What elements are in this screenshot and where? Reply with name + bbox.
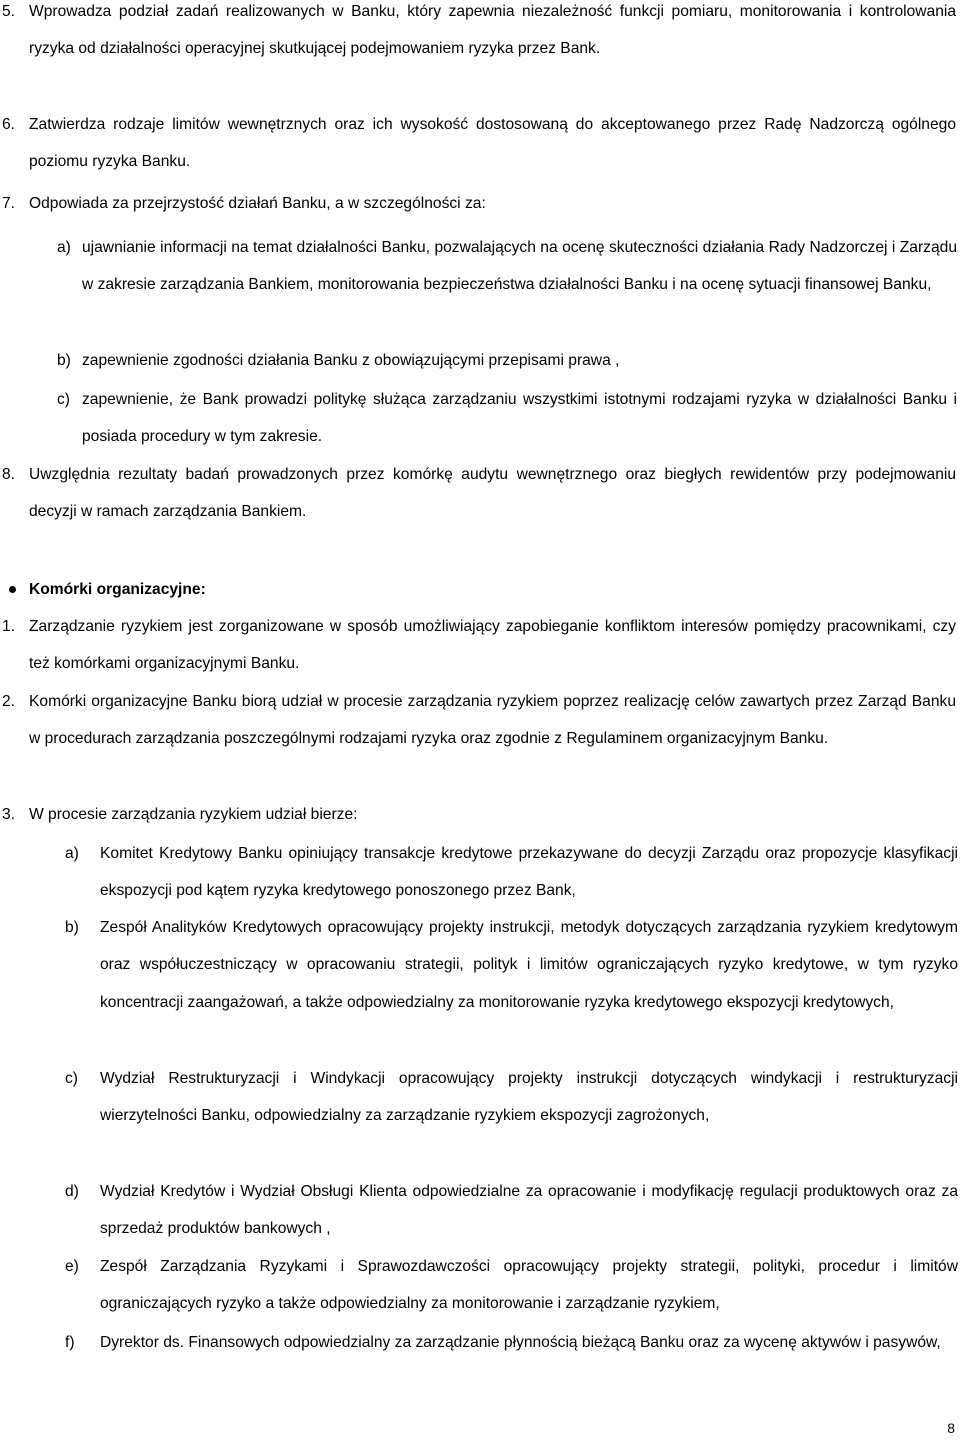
sublist-item-text: Wydział Restrukturyzacji i Windykacji opracowujący projekty instrukcji dotyczących windykacji i restrukturyzacji wierzytelności Banku, odpowiedzialny za zarządzanie ryzykiem ekspozycji zagrożonych,: [100, 1070, 958, 1125]
section-item-3: [2, 796, 956, 833]
sublist-letter: a): [65, 845, 79, 862]
sublist-item-3f: [65, 1324, 958, 1361]
sublist-item-text: Zespół Zarządzania Ryzykami i Sprawozdawczości opracowujący projekty strategii, polityki, procedur i limitów ograniczających ryzyko a także odpowiedzialny za monitorowanie i zarządzanie ryzykiem,: [100, 1258, 958, 1313]
list-number: 6.: [2, 116, 16, 133]
sublist-item-3b: [65, 909, 958, 1021]
sublist-letter: c): [57, 391, 70, 408]
list-number: 7.: [2, 195, 16, 212]
sublist-letter: d): [65, 1183, 79, 1200]
list-item-text: W procesie zarządzania ryzykiem udział bierze:: [29, 806, 358, 823]
section-heading-label: Komórki organizacyjne:: [29, 581, 206, 598]
sublist-item-text: Wydział Kredytów i Wydział Obsługi Klienta odpowiedzialne za opracowanie i modyfikację regulacji produktowych oraz za sprzedaż produktów bankowych ,: [100, 1183, 958, 1238]
list-number: 1.: [2, 618, 16, 635]
list-number: 8.: [2, 466, 16, 483]
list-item-text: Zarządzanie ryzykiem jest zorganizowane w sposób umożliwiający zapobieganie konfliktom interesów pomiędzy pracownikami, czy też komórkami organizacyjnymi Banku.: [29, 618, 956, 673]
sublist-item-3c: [65, 1060, 958, 1135]
sublist-item-3e: [65, 1248, 958, 1323]
section-item-2: [2, 683, 956, 758]
sublist-item-3a: [65, 835, 958, 910]
list-item-text: Odpowiada za przejrzystość działań Banku, a w szczególności za:: [29, 195, 486, 212]
sublist-item-7a: [57, 229, 957, 304]
sublist-item-text: Dyrektor ds. Finansowych odpowiedzialny za zarządzanie płynnością bieżącą Banku oraz za wycenę aktywów i pasywów,: [100, 1334, 941, 1351]
list-item-7: [2, 185, 956, 222]
sublist-item-3d: [65, 1173, 958, 1248]
sublist-item-text: zapewnienie, że Bank prowadzi politykę służąca zarządzaniu wszystkimi istotnymi rodzajami ryzyka w działalności Banku i posiada procedury w tym zakresie.: [82, 391, 957, 446]
section-item-1: [2, 608, 956, 683]
list-item-8: [2, 456, 956, 531]
list-item-text: Wprowadza podział zadań realizowanych w Banku, który zapewnia niezależność funkcji pomiaru, monitorowania i kontrolowania ryzyka od działalności operacyjnej skutkującej podejmowaniem ryzyka przez Bank.: [29, 3, 956, 58]
sublist-item-text: Zespół Analityków Kredytowych opracowujący projekty instrukcji, metodyk dotyczących zarządzania ryzykiem kredytowym oraz współuczestniczący w opracowaniu strategii, polityk i limitów ograniczających ryzyko kredytowe, w tym ryzyko koncentracji zaangażowań, a także odpowiedzialny za monitorowanie ryzyka kredytowego ekspozycji kredytowych,: [100, 919, 958, 1011]
sublist-item-text: ujawnianie informacji na temat działalności Banku, pozwalających na ocenę skuteczności działania Rady Nadzorczej i Zarządu w zakresie zarządzania Bankiem, monitorowania bezpieczeństwa działalności Banku i na ocenę sytuacji finansowej Banku,: [82, 239, 957, 294]
sublist-item-text: Komitet Kredytowy Banku opiniujący transakcje kredytowe przekazywane do decyzji Zarządu oraz propozycje klasyfikacji ekspozycji pod kątem ryzyka kredytowego ponoszonego przez Bank,: [100, 845, 958, 900]
list-item-text: Uwzględnia rezultaty badań prowadzonych przez komórkę audytu wewnętrznego oraz biegłych rewidentów przy podejmowaniu decyzji w ramach zarządzania Bankiem.: [29, 466, 956, 521]
list-number: 3.: [2, 806, 16, 823]
sublist-item-7c: [57, 381, 957, 456]
list-item-text: Zatwierdza rodzaje limitów wewnętrznych oraz ich wysokość dostosowaną do akceptowanego przez Radę Nadzorczą ogólnego poziomu ryzyka Banku.: [29, 116, 956, 171]
list-number: 2.: [2, 693, 16, 710]
sublist-letter: b): [65, 919, 79, 936]
sublist-letter: f): [65, 1334, 75, 1351]
list-number: 5.: [2, 3, 16, 20]
list-item-6: [2, 106, 956, 181]
sublist-item-text: zapewnienie zgodności działania Banku z obowiązującymi przepisami prawa ,: [82, 352, 620, 369]
sublist-letter: c): [65, 1070, 78, 1087]
sublist-letter: a): [57, 239, 71, 256]
list-item-text: Komórki organizacyjne Banku biorą udział w procesie zarządzania ryzykiem poprzez realizację celów zawartych przez Zarząd Banku w procedurach zarządzania poszczególnymi rodzajami ryzyka oraz zgodnie z Regulaminem organizacyjnym Banku.: [29, 693, 956, 748]
sublist-item-7b: [57, 342, 957, 379]
sublist-letter: e): [65, 1258, 79, 1275]
page-number: 8: [947, 1420, 955, 1436]
sublist-letter: b): [57, 352, 71, 369]
list-item-5: [2, 0, 956, 68]
bullet-icon: [9, 586, 16, 593]
section-heading: [9, 575, 206, 605]
